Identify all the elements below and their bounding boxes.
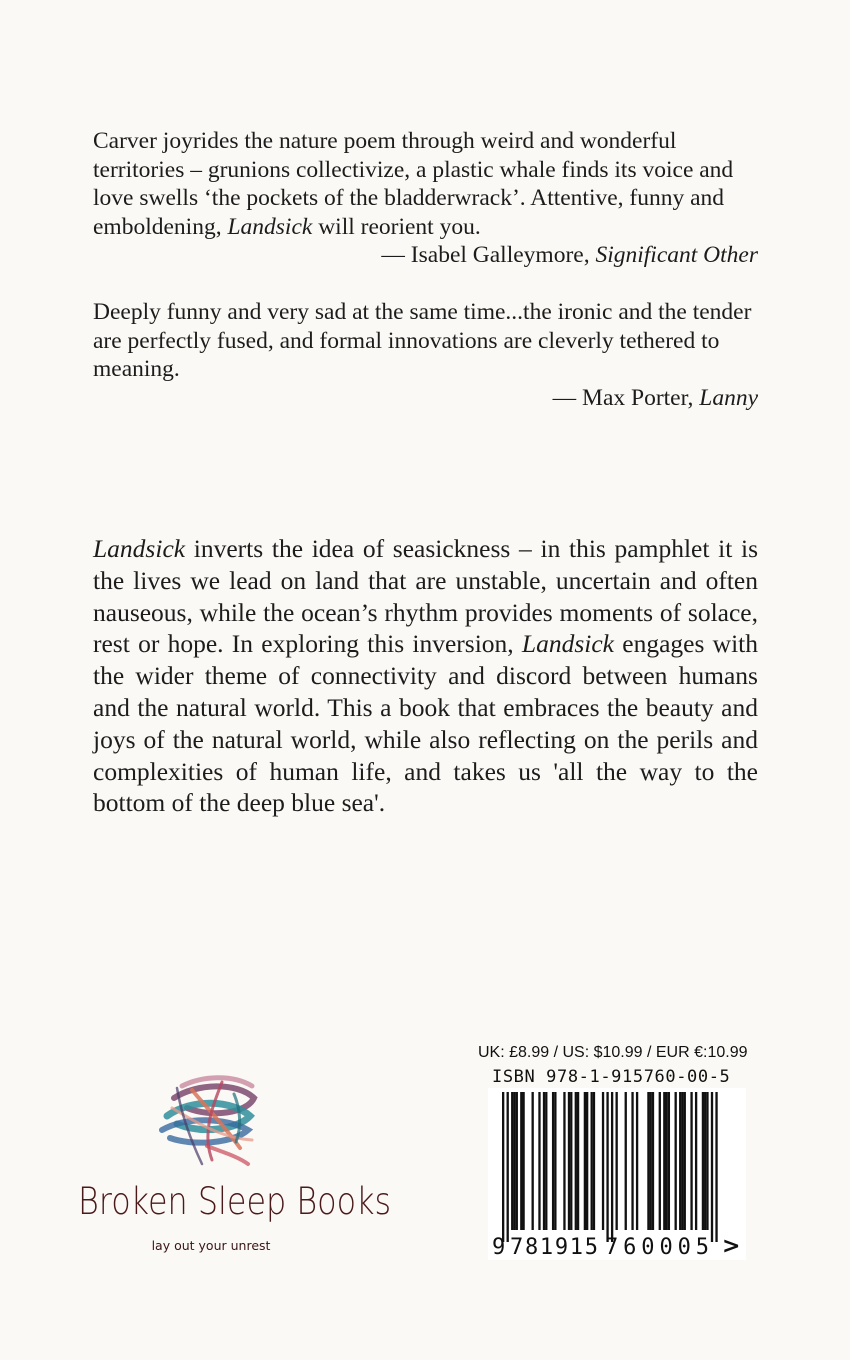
barcode-bar — [625, 1092, 627, 1230]
blurb-1-text-b: will reorient you. — [312, 213, 481, 240]
blurb-quote-1 — [93, 127, 758, 270]
barcode-bar — [552, 1092, 554, 1230]
barcode-bar — [568, 1092, 570, 1230]
barcode-bars — [502, 1092, 718, 1242]
description-text-2: engages with the wider theme of connectivity and discord between humans and the natural world. This a book that embraces the beauty and joys of the natural world, while also reflecting on the perils and complexities of human life, and takes us 'all the way to the bottom of the deep blue sea'. — [93, 629, 758, 818]
barcode-bar — [665, 1092, 667, 1230]
barcode-bar — [631, 1092, 633, 1230]
barcode-bar — [690, 1092, 692, 1230]
barcode-bar — [647, 1092, 649, 1230]
barcode-bar — [659, 1092, 661, 1230]
barcode-bar — [663, 1092, 665, 1230]
description-text-1: inverts the idea of seasickness – in this pamphlet it is the lives we lead on land that are unstable, uncertain and often nauseous, while the ocean’s rhythm provides moments of solace, rest or hope. In exploring this inversion, — [93, 534, 758, 659]
barcode-bar — [577, 1092, 579, 1230]
barcode-bar — [602, 1092, 604, 1230]
barcode-bar — [575, 1092, 577, 1230]
barcode-bar — [591, 1092, 593, 1230]
barcode-bar — [616, 1092, 618, 1230]
barcode-bar — [545, 1092, 547, 1230]
barcode-bar — [502, 1092, 504, 1242]
barcode-bar — [695, 1092, 697, 1230]
publisher-tagline: lay out your unrest — [151, 1238, 271, 1253]
barcode-bar — [679, 1092, 681, 1230]
blurb-2-author: — Max Porter, — [552, 384, 700, 411]
barcode-bar — [704, 1092, 706, 1230]
barcode-arrow: > — [722, 1234, 741, 1259]
barcode-bar — [511, 1092, 513, 1230]
barcode-bar — [606, 1092, 608, 1242]
barcode-bar — [652, 1092, 654, 1230]
barcode — [488, 1088, 746, 1260]
barcode-bar — [715, 1092, 717, 1242]
barcode-bar — [563, 1092, 565, 1230]
isbn-label: ISBN 978-1-915760-00-5 — [492, 1067, 731, 1087]
barcode-first-digit: 9 — [492, 1235, 506, 1260]
barcode-bar — [532, 1092, 534, 1230]
barcode-bar — [586, 1092, 588, 1230]
blurb-1-work: Significant Other — [595, 242, 758, 269]
book-description — [93, 533, 758, 819]
barcode-bar — [675, 1092, 677, 1230]
barcode-left-digits: 781915 — [510, 1235, 598, 1260]
barcode-bar — [554, 1092, 556, 1230]
barcode-bar — [611, 1092, 613, 1242]
barcode-bar — [668, 1092, 670, 1230]
blurb-quote-2 — [93, 298, 758, 412]
barcode-bar — [520, 1092, 522, 1230]
blurb-2-attribution — [93, 384, 758, 413]
barcode-graphic — [488, 1088, 746, 1260]
blurb-2-text: Deeply funny and very sad at the same time...the ironic and the tender are perfectly fused, and formal innovations are cleverly tethered to meaning. — [93, 299, 752, 383]
barcode-bar — [636, 1092, 638, 1230]
barcode-right-digits: 760005 — [605, 1235, 709, 1260]
publisher-name: Broken Sleep Books — [78, 1180, 392, 1223]
barcode-bar — [507, 1092, 509, 1242]
barcode-bar — [650, 1092, 652, 1230]
barcode-bar — [516, 1092, 518, 1230]
barcode-bar — [706, 1092, 708, 1230]
blurb-1-title: Landsick — [227, 213, 313, 240]
barcode-bar — [513, 1092, 515, 1230]
description-title-1: Landsick — [93, 534, 186, 563]
barcode-bar — [584, 1092, 586, 1230]
barcode-bar — [702, 1092, 704, 1230]
barcode-bar — [684, 1092, 686, 1230]
barcode-bar — [543, 1092, 545, 1230]
ink-scribble-logo-icon — [152, 1068, 268, 1170]
barcode-bar — [711, 1092, 713, 1242]
barcode-bar — [522, 1092, 524, 1230]
blurb-1-author: — Isabel Galleymore, — [381, 242, 596, 269]
description-title-2: Landsick — [521, 629, 614, 659]
barcode-bar — [681, 1092, 683, 1230]
blurb-1-attribution — [93, 241, 758, 270]
blurb-1-text-a: Carver joyrides the nature poem through weird and wonderful territories – grunions collectivize, a plastic whale finds its voice and love swells ‘the pockets of the bladderwrack’. Attentive, funny and emboldening, — [93, 128, 734, 240]
barcode-bar — [593, 1092, 595, 1230]
barcode-bar — [538, 1092, 540, 1230]
blurb-2-work: Lanny — [699, 384, 758, 411]
barcode-bar — [570, 1092, 572, 1230]
price-line: UK: £8.99 / US: $10.99 / EUR €:10.99 — [478, 1044, 748, 1061]
